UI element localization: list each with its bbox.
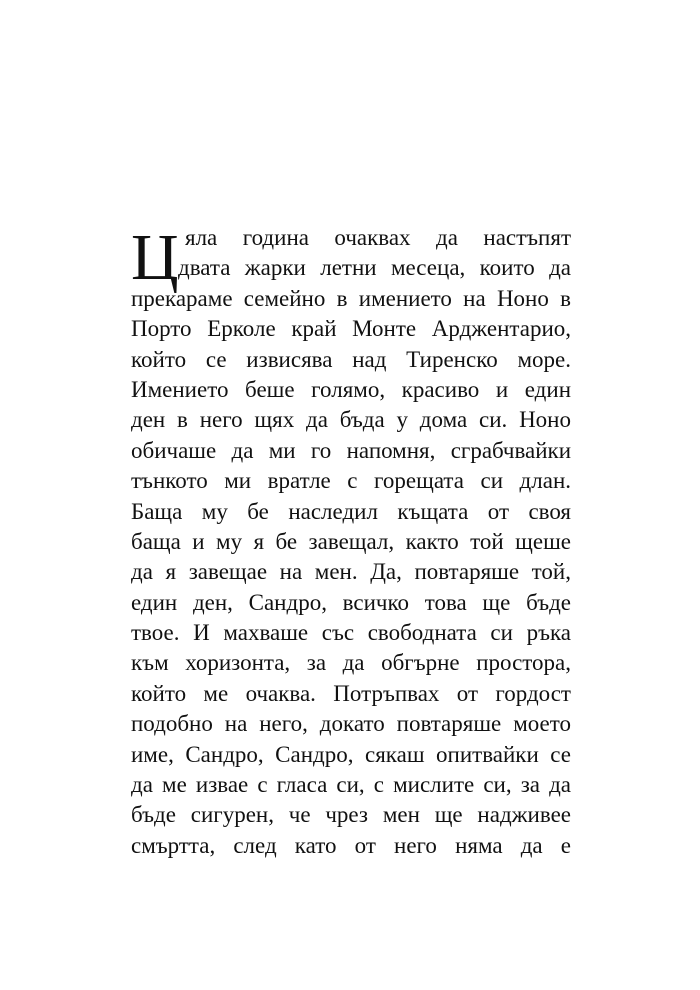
text-line: който се извисява над Тиренско море.	[131, 346, 571, 372]
text-line: двата жарки летни месеца, които да	[178, 255, 571, 281]
text-line: бъде сигурен, че чрез мен ще надживее	[131, 802, 571, 828]
text-line: подобно на него, докато повтаряше моето	[131, 711, 571, 737]
text-line: смъртта, след като от него няма да е	[131, 832, 571, 858]
text-line: яла година очаквах да настъпят	[185, 225, 571, 250]
text-line: обичаше да ми го напомня, сграбчвайки	[131, 437, 571, 463]
text-line: ден в него щях да бъда у дома си. Ноно	[131, 407, 571, 433]
text-line: твое. И махваше със свободната си ръка	[131, 620, 571, 646]
text-line: тънкото ми вратле с горещата си длан.	[131, 468, 571, 494]
text-line: Порто Ерколе край Монте Арджентарио,	[131, 316, 571, 342]
text-line: един ден, Сандро, всичко това ще бъде	[131, 589, 571, 615]
text-line: прекараме семейно в имението на Ноно в	[131, 285, 571, 311]
text-line: име, Сандро, Сандро, сякаш опитвайки се	[131, 741, 571, 767]
drop-cap: Ц	[131, 221, 179, 294]
text-line: Имението беше голямо, красиво и един	[131, 376, 571, 402]
text-line: да ме извае с гласа си, с мислите си, за да	[131, 772, 571, 798]
text-line: който ме очаква. Потръпвах от гордост	[131, 680, 571, 706]
text-line: към хоризонта, за да обгърне простора,	[131, 650, 571, 676]
text-line: да я завещае на мен. Да, повтаряше той,	[131, 559, 571, 585]
text-line: Баща му бе наследил къщата от своя	[131, 498, 571, 524]
text-line: баща и му я бе завещал, както той щеше	[131, 528, 571, 554]
paragraph	[131, 223, 571, 861]
